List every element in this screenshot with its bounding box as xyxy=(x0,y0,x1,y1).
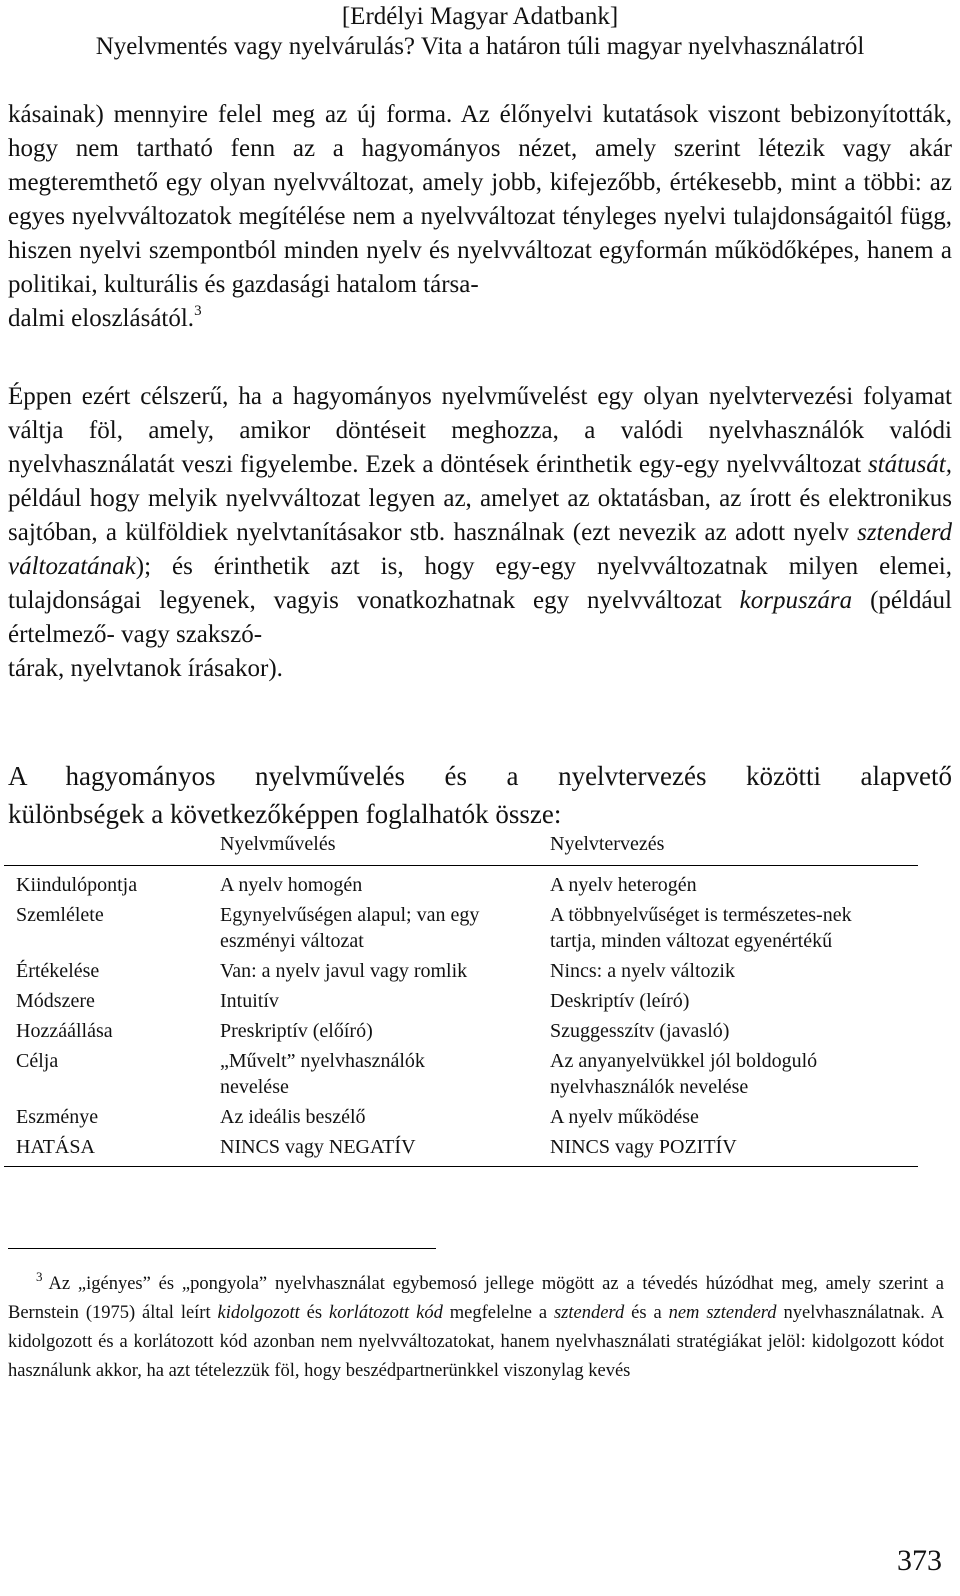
table-row xyxy=(4,866,918,901)
table-header-row xyxy=(4,825,918,866)
table-row xyxy=(4,1046,918,1102)
row-cell-nyelvmuveles: Van: a nyelv javul vagy romlik xyxy=(220,960,468,982)
footnote-reference[interactable]: 3 xyxy=(194,303,202,319)
row-label: HATÁSA xyxy=(4,1132,208,1167)
footnote-text: Az „igényes” és „pongyola” nyelvhasználat egybemosó jellege mögött az a tévedés húzódhat meg, amely szerint a Bernstein (1975) által leírt xyxy=(8,1274,944,1323)
site-name: [Erdélyi Magyar Adatbank] xyxy=(341,3,619,30)
page-header xyxy=(0,2,960,62)
row-cell-nyelvtervezes: Szuggesszítv (javasló) xyxy=(550,1020,730,1042)
table-header-empty xyxy=(4,825,208,866)
paragraph-2-part: ); és érinthetik azt is, hogy egy-egy nyelvváltozatnak milyen elemei, tulajdonságai legyenek, vagyis vonatkozhatnak egy nyelvváltozat xyxy=(8,553,952,614)
table-row xyxy=(4,1016,918,1046)
paragraph-3-last-line: különbségek a következőképpen foglalhatók össze: xyxy=(8,799,562,829)
row-label: Kiindulópontja xyxy=(16,874,138,896)
row-cell-nyelvtervezes: Nincs: a nyelv változik xyxy=(550,960,735,982)
table-row xyxy=(4,900,918,956)
row-cell-nyelvmuveles: Intuitív xyxy=(220,990,279,1012)
paragraph-3-text: A hagyományos nyelvművelés és a nyelvtervezés közötti alapvető xyxy=(8,761,952,791)
row-cell-nyelvtervezes: NINCS vagy POZITÍV xyxy=(538,1132,918,1167)
row-label: Hozzáállása xyxy=(16,1020,113,1042)
footnote-italic: korlátozott kód xyxy=(329,1303,443,1323)
paragraph-1-tail: dalmi eloszlásától. xyxy=(8,305,195,332)
row-cell-nyelvmuveles: NINCS vagy NEGATÍV xyxy=(208,1132,538,1167)
paragraph-1 xyxy=(8,98,952,336)
footnote-text: megfelelne a xyxy=(442,1303,554,1323)
paragraph-2-part: például hogy melyik nyelvváltozat legyen az, amelyet az oktatásban, az írott és elektronikus sajtóban, a külföldiek nyelvtanításakor stb. használnak (ezt nevezik az adott nyelv xyxy=(8,485,952,546)
footnote-separator xyxy=(8,1248,436,1249)
row-cell-nyelvmuveles: Egynyelvűségen alapul; van egy eszményi változat xyxy=(220,904,480,952)
italic-term-status: státusát, xyxy=(867,451,952,478)
paragraph-2-text xyxy=(8,380,952,652)
paragraph-2-last-line: tárak, nyelvtanok írásakor). xyxy=(8,655,283,682)
row-label: Eszménye xyxy=(16,1106,99,1128)
row-cell-nyelvmuveles: A nyelv homogén xyxy=(220,874,363,896)
row-cell-nyelvmuveles: Preskriptív (előíró) xyxy=(220,1020,373,1042)
paragraph-3 xyxy=(8,757,952,833)
row-cell-nyelvtervezes: A nyelv működése xyxy=(550,1106,699,1128)
table-header-nyelvtervezes: Nyelvtervezés xyxy=(538,825,918,866)
footnote-italic: sztenderd xyxy=(553,1303,625,1323)
footnote-italic: kidolgozott xyxy=(217,1303,300,1323)
row-cell-nyelvmuveles: „Művelt” nyelvhasználók nevelése xyxy=(220,1050,425,1098)
row-cell-nyelvtervezes: A többnyelvűséget is természetes-nek tartja, minden változat egyenértékű xyxy=(550,904,852,952)
table-row xyxy=(4,956,918,986)
table-row xyxy=(4,1132,918,1167)
paragraph-2 xyxy=(8,380,952,686)
footnote-text: és a xyxy=(624,1303,669,1323)
paragraph-2-part: (például értelmező- vagy szakszó- xyxy=(8,587,952,648)
table-header-nyelvmuveles: Nyelvművelés xyxy=(208,825,538,866)
italic-term-corpus: korpuszára xyxy=(739,587,853,614)
page-number: 373 xyxy=(897,1544,942,1577)
paragraph-1-text: kásainak) mennyire felel meg az új forma. Az élőnyelvi kutatások viszont bebizonyították, hogy nem tartható fenn az a hagyományos nézet, amely szerint létezik vagy akár megteremthető egy olyan nyelvváltozat, amely jobb, kifejezőbb, értékesebb, mint a többi: az egyes nyelvváltozatok megítélése nem a nyelvváltozat tényleges nyelvi tulajdonságaitól függ, hiszen nyelvi szempontból minden nyelv és nyelvváltozat egyformán működőképes, hanem a politikai, kulturális és gazdasági hatalom társa- xyxy=(8,101,952,298)
row-cell-nyelvmuveles: Az ideális beszélő xyxy=(220,1106,366,1128)
document-title: Nyelvmentés vagy nyelvárulás? Vita a határon túli magyar nyelvhasználatról xyxy=(95,33,865,60)
footnote-italic: nem sztenderd xyxy=(668,1303,777,1323)
footnote-text: nyelvhasználatnak. A kidolgozott és a korlátozott kód azonban nem nyelvváltozatokat, hanem nyelvhasználati stratégiákat jelöl: kidolgozott kódot használunk akkor, ha azt tételezzük föl, hogy beszédpartnerünkkel viszonylag kevés xyxy=(8,1303,944,1381)
paragraph-2-part: Éppen ezért célszerű, ha a hagyományos nyelvművelést egy olyan nyelvtervezési folyamat váltja föl, amely, amikor döntéseit meghozza, a valódi nyelvhasználók valódi nyelvhasználatát veszi figyelembe. Ezek a döntések érinthetik egy-egy nyelvváltozat xyxy=(8,383,952,478)
row-label: Módszere xyxy=(16,990,95,1012)
row-cell-nyelvtervezes: A nyelv heterogén xyxy=(550,874,697,896)
paragraph-1-last-line xyxy=(8,302,952,336)
row-label: Célja xyxy=(16,1050,59,1072)
row-cell-nyelvtervezes: Az anyanyelvükkel jól boldoguló nyelvhasználók nevelése xyxy=(550,1050,818,1098)
row-label: Szemlélete xyxy=(16,904,104,926)
row-label: Értékelése xyxy=(16,960,100,982)
row-cell-nyelvtervezes: Deskriptív (leíró) xyxy=(550,990,690,1012)
table-row xyxy=(4,986,918,1016)
comparison-table xyxy=(4,825,918,1167)
footnote-text: és xyxy=(299,1303,330,1323)
italic-term-standard-variety: sztenderd változatának xyxy=(8,519,952,580)
footnote xyxy=(8,1262,944,1386)
table-row xyxy=(4,1102,918,1132)
footnote-mark: 3 xyxy=(36,1269,43,1284)
